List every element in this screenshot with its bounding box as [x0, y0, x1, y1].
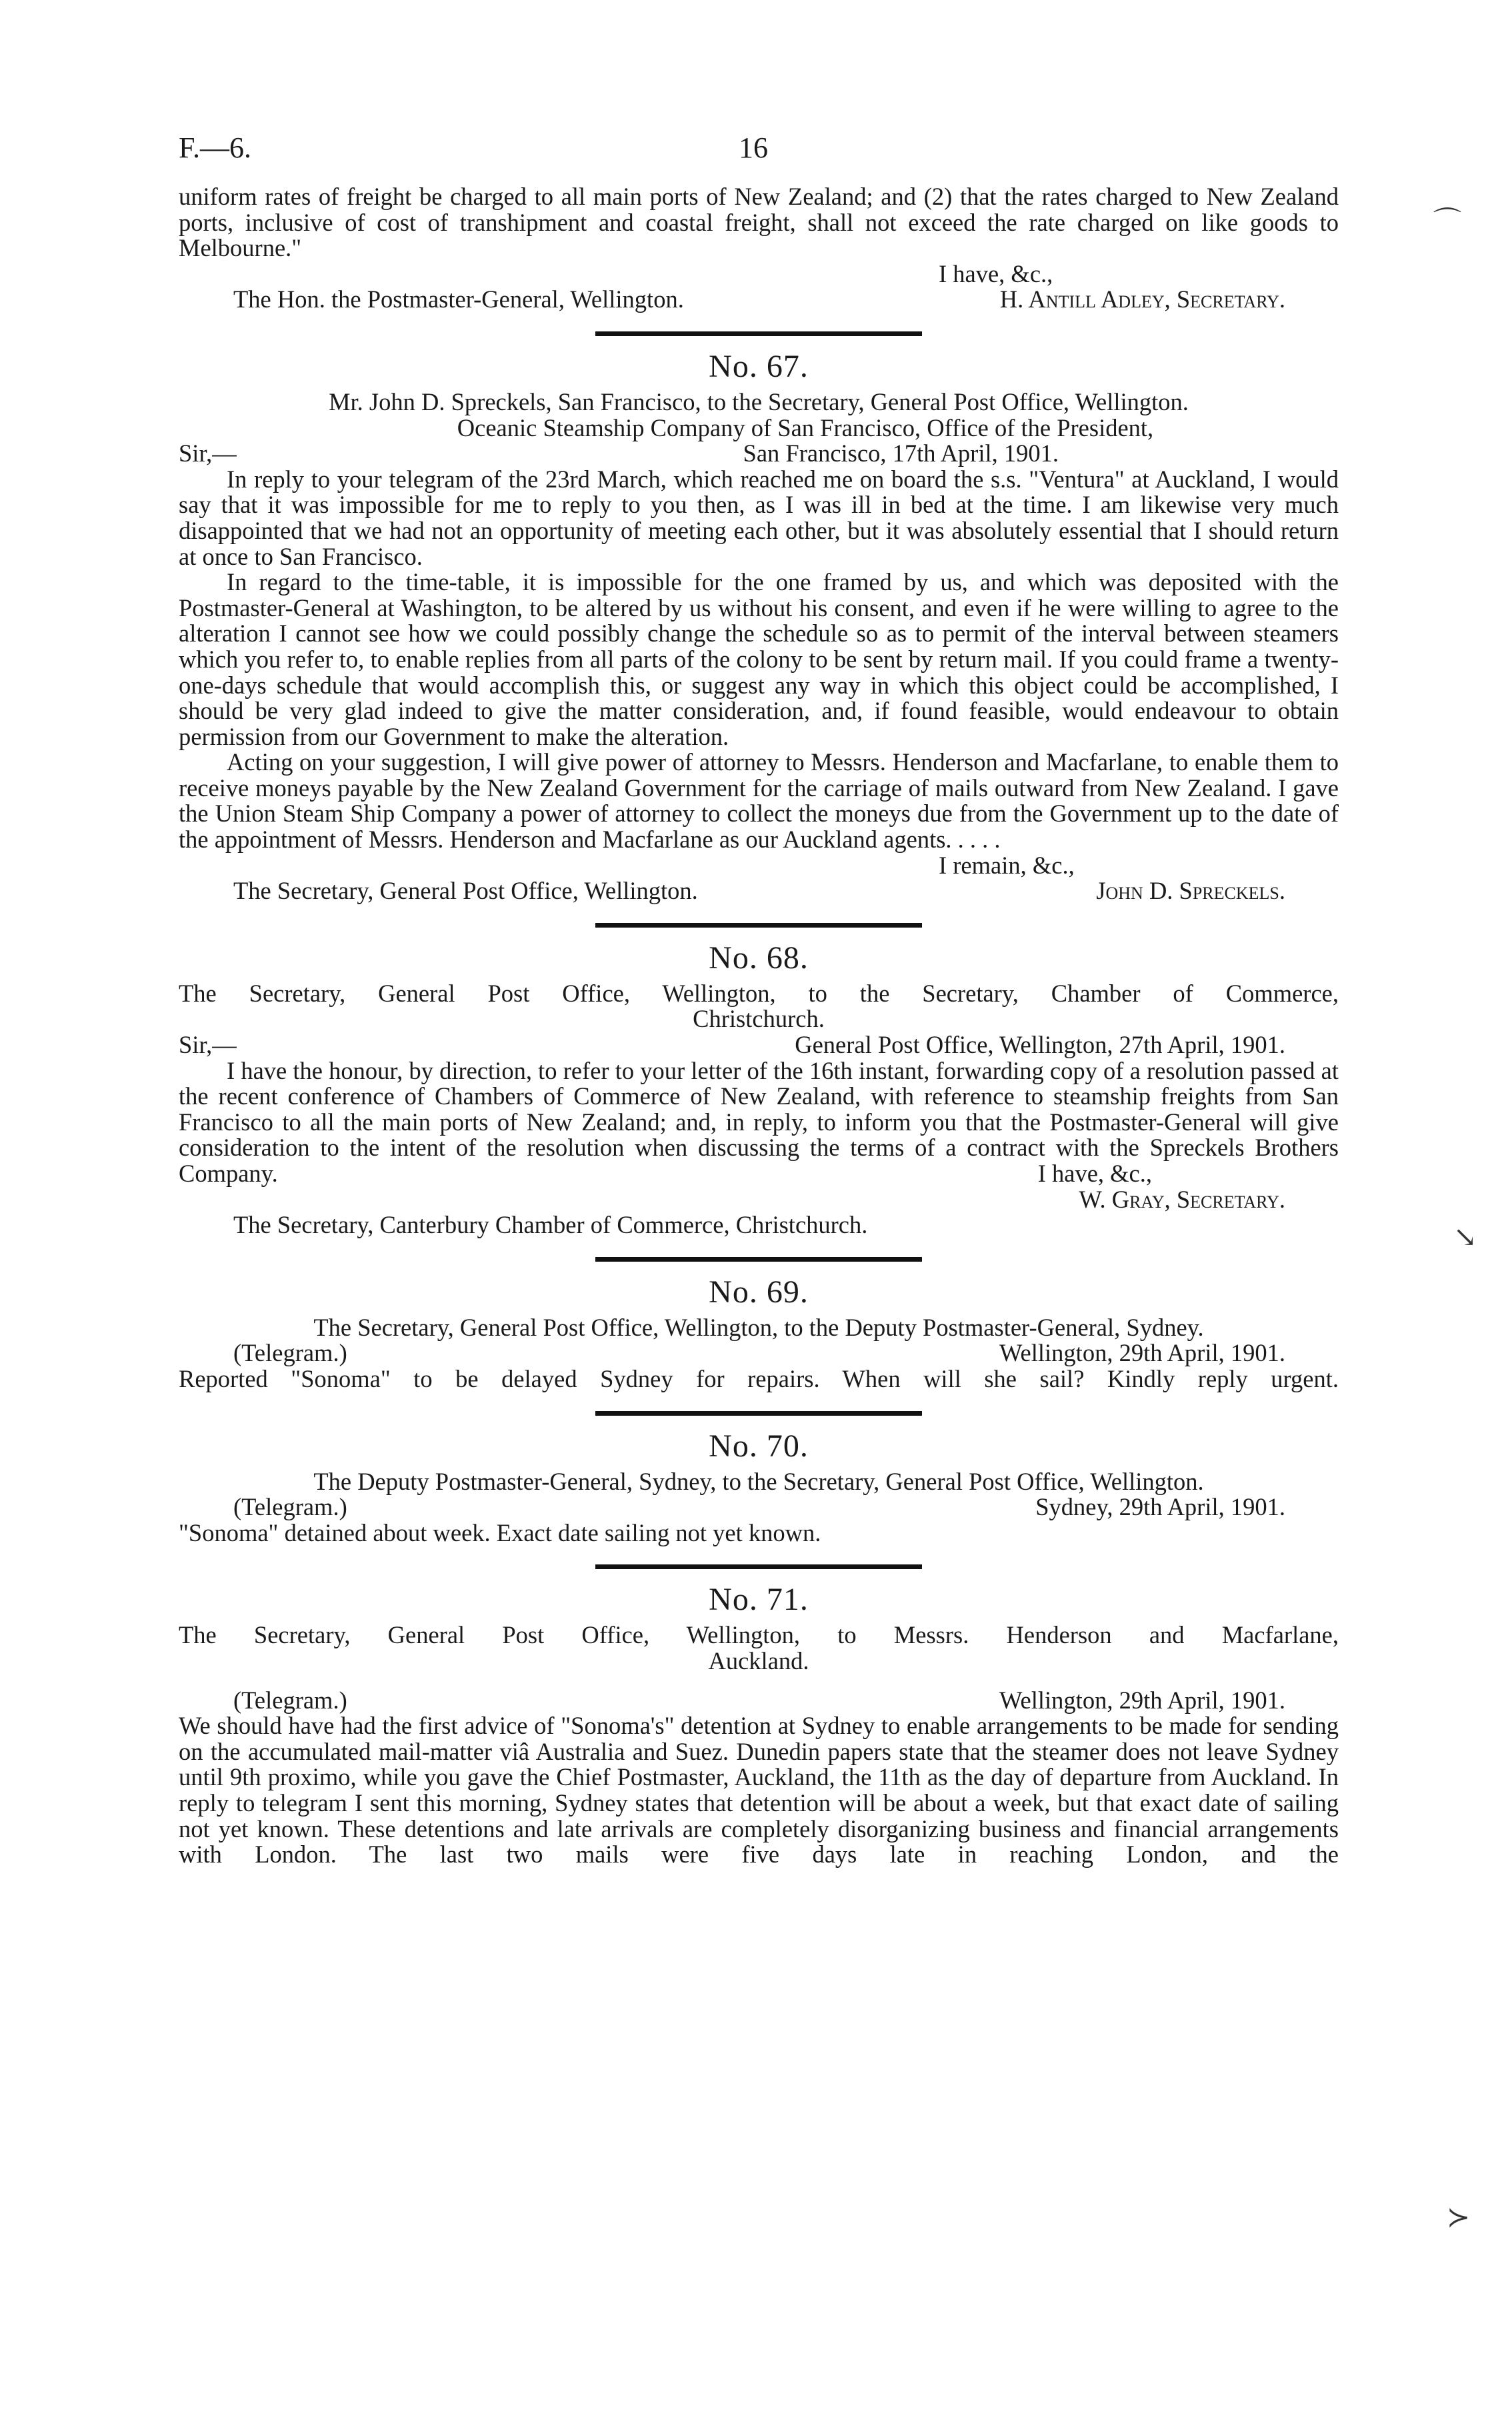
- telegram-row: [179, 1340, 1339, 1366]
- addressee: The Hon. the Postmaster-General, Wellington.: [233, 285, 684, 313]
- letter-heading: The Secretary, General Post Office, Wellington, to the Secretary, Chamber of Commerce,: [179, 979, 1339, 1007]
- section-divider: [595, 1257, 922, 1262]
- page-number: 16: [739, 131, 768, 164]
- margin-mark: ⌒: [1433, 207, 1462, 238]
- document-page: [179, 131, 1339, 1868]
- paragraph: Acting on your suggestion, I will give power of attorney to Messrs. Henderson and Macfarlane, to enable them to receive moneys payable by the New Zealand Government for the carriage of mails outward from New Zealand. I gave the Union Steam Ship Company a power of attorney to collect the moneys due from the Government up to the date of the appointment of Messrs. Henderson and Macfarlane as our Auckland agents. . . . .: [179, 748, 1339, 854]
- page-header: [179, 131, 1339, 184]
- telegram-row: [179, 1494, 1339, 1520]
- letter-heading: The Secretary, General Post Office, Wellington, to Messrs. Henderson and Macfarlane,: [179, 1621, 1339, 1649]
- closing-line: I have, &c.,: [1037, 1160, 1152, 1187]
- place-date: San Francisco, 17th April, 1901.: [743, 439, 1059, 467]
- telegram-label: (Telegram.): [233, 1493, 347, 1521]
- addressee-signature-row: [179, 287, 1339, 313]
- section-divider: [595, 923, 922, 928]
- document-reference: F.—6.: [179, 131, 251, 164]
- section-divider: [595, 1564, 922, 1569]
- paragraph: In regard to the time-table, it is impossible for the one framed by us, and which was deposited with the Postmaster-General at Washington, to be altered by us without his consent, and even if he were willing to agree to the alteration I cannot see how we could possibly change the schedule so as to permit of the interval between steamers which you refer to, to enable replies from all parts of the colony to be sent by return mail. If you could frame a twenty-one-days schedule that would accomplish this, or suggest any way in which this object could be accomplished, I should be very glad indeed to give the matter consideration, and, if found feasible, would endeavour to obtain permission from our Government to make the alteration.: [179, 568, 1339, 750]
- letter-number: No. 71.: [709, 1582, 809, 1618]
- telegram-body: "Sonoma" detained about week. Exact date sailing not yet known.: [179, 1518, 821, 1546]
- telegram-label: (Telegram.): [233, 1686, 347, 1714]
- letter-heading: Mr. John D. Spreckels, San Francisco, to the Secretary, General Post Office, Wellington.: [329, 387, 1189, 415]
- addressee: The Secretary, Canterbury Chamber of Commerce, Christchurch.: [233, 1211, 868, 1239]
- salutation-row: [179, 1032, 1339, 1058]
- signature: John D. Spreckels.: [1096, 877, 1285, 905]
- closing-line: I remain, &c.,: [939, 851, 1075, 879]
- letter-heading-continued: Auckland.: [708, 1646, 809, 1674]
- letter-number: No. 70.: [709, 1428, 809, 1464]
- signature: W. Gray, Secretary.: [1079, 1185, 1285, 1213]
- continued-paragraph: uniform rates of freight be charged to all main ports of New Zealand; and (2) that the rates charged to New Zealand ports, inclusive of cost of transhipment and coastal freight, shall not exceed the rate charged on like goods to Melbourne.": [179, 183, 1339, 262]
- letter-from-line: Oceanic Steamship Company of San Francisco, Office of the President,: [457, 413, 1154, 441]
- paragraph: I have the honour, by direction, to refer to your letter of the 16th instant, forwarding copy of a resolution passed at the recent conference of Chambers of Commerce of New Zealand, with reference to steamship freights from San Francisco to all the main ports of New Zealand; and, in reply, to inform you that the Postmaster-General will give consideration to the intent of the resolution when discussing the terms of a contract with the Spreckels Brothers: [179, 1056, 1339, 1162]
- closing-line: I have, &c.,: [939, 259, 1053, 287]
- salutation: Sir,—: [179, 1031, 237, 1059]
- place-date: Sydney, 29th April, 1901.: [1035, 1493, 1285, 1521]
- salutation-row: [179, 441, 1339, 467]
- section-divider: [595, 331, 922, 336]
- telegram-body: We should have had the first advice of "Sonoma's" detention at Sydney to enable arrangements to be made for sending on the accumulated mail-matter viâ Australia and Suez. Dunedin papers state that the steamer does not leave Sydney until 9th proximo, while you gave the Chief Postmaster, Auckland, the 11th as the day of departure from Auckland. In reply to telegram I sent this morning, Sydney states that detention will be about a week, but that exact date of sailing not yet known. These detentions and late arrivals are completely disorganizing business and financial arrangements with London. The last two mails were five days late in reaching London, and the: [179, 1712, 1339, 1869]
- telegram-row: [179, 1688, 1339, 1714]
- addressee-signature-row: [179, 878, 1339, 904]
- signature: H. Antill Adley, Secretary.: [999, 285, 1285, 313]
- margin-mark: ≻: [1447, 2203, 1471, 2233]
- place-date: Wellington, 29th April, 1901.: [999, 1686, 1285, 1714]
- letter-number: No. 68.: [709, 940, 809, 976]
- telegram-label: (Telegram.): [233, 1339, 347, 1367]
- letter-number: No. 67.: [709, 348, 809, 384]
- letter-number: No. 69.: [709, 1274, 809, 1310]
- margin-mark: ↘: [1453, 1222, 1477, 1253]
- letter-heading: The Deputy Postmaster-General, Sydney, to the Secretary, General Post Office, Wellington.: [313, 1467, 1204, 1495]
- letter-heading: The Secretary, General Post Office, Wellington, to the Deputy Postmaster-General, Sydney.: [313, 1313, 1204, 1341]
- paragraph: In reply to your telegram of the 23rd March, which reached me on board the s.s. "Ventura" at Auckland, I would say that it was impossible for me to reply to you then, as I was ill in bed at the time. I am likewise very much disappointed that we had not an opportunity of meeting each other, but it was absolutely essential that I should return at once to San Francisco.: [179, 465, 1339, 570]
- paragraph-end: Company.: [179, 1160, 278, 1187]
- salutation: Sir,—: [179, 439, 237, 467]
- place-date: General Post Office, Wellington, 27th April, 1901.: [795, 1031, 1285, 1059]
- letter-heading-continued: Christchurch.: [693, 1005, 825, 1033]
- closing-row: [179, 1161, 1339, 1187]
- place-date: Wellington, 29th April, 1901.: [999, 1339, 1285, 1367]
- section-divider: [595, 1411, 922, 1416]
- telegram-body: Reported "Sonoma" to be delayed Sydney for repairs. When will she sail? Kindly reply urgent.: [179, 1364, 1339, 1392]
- addressee: The Secretary, General Post Office, Wellington.: [233, 877, 698, 905]
